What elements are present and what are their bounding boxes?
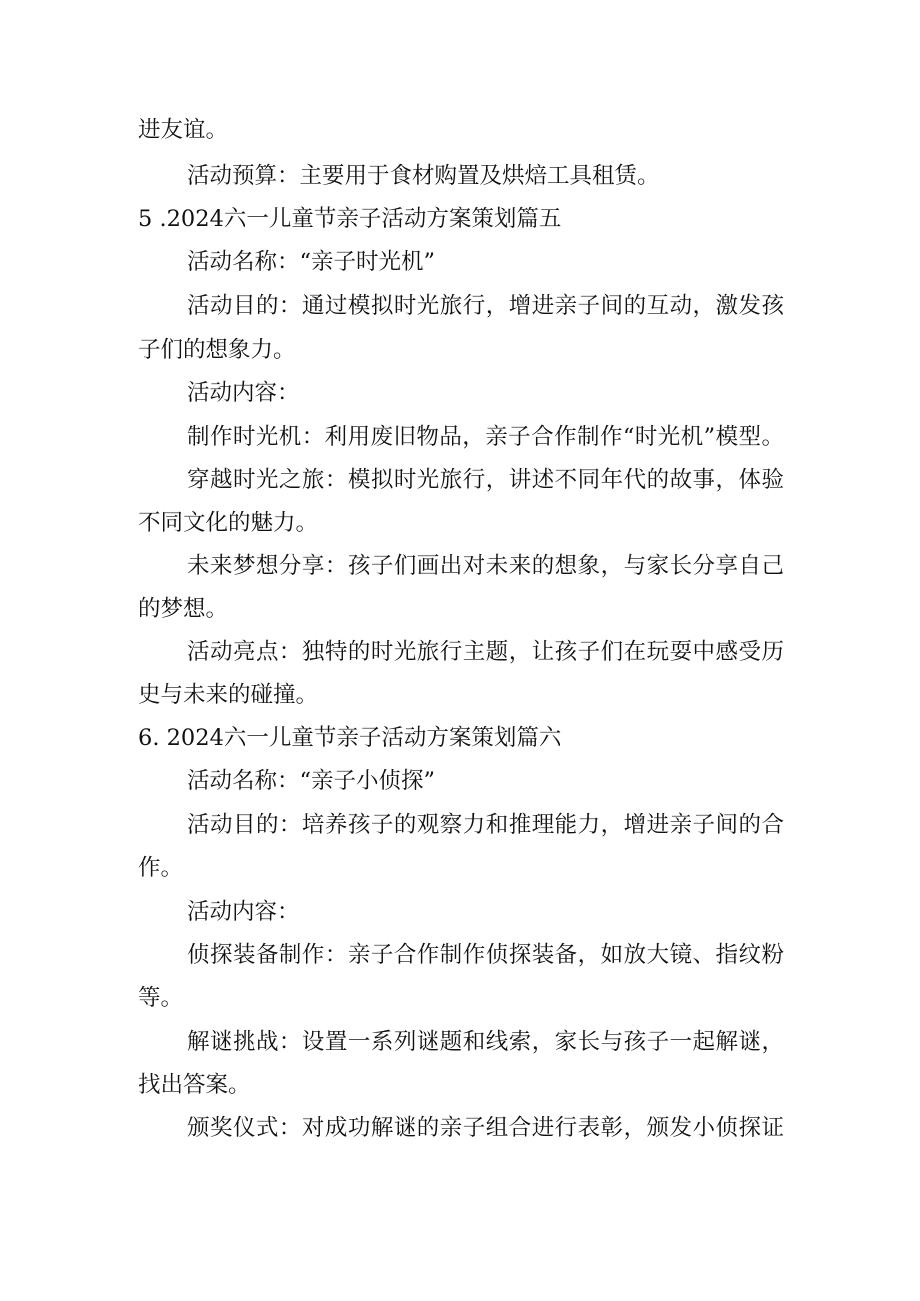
section-heading: 5 .2024六一儿童节亲子活动方案策划篇五 [138, 206, 562, 232]
text-line: 解谜挑战：设置一系列谜题和线索，家长与孩子一起解谜， [187, 1029, 784, 1055]
text-line: 侦探装备制作：亲子合作制作侦探装备，如放大镜、指纹粉 [187, 942, 784, 968]
text-line: 找出答案。 [138, 1072, 251, 1098]
text-line: 作。 [138, 855, 184, 881]
text-line: 颁奖仪式：对成功解谜的亲子组合进行表彰，颁发小侦探证 [187, 1115, 784, 1141]
text-line: 活动名称：“亲子小侦探” [187, 768, 436, 794]
text-line: 活动内容： [187, 380, 300, 406]
text-line: 不同文化的魅力。 [138, 510, 319, 536]
text-line: 活动亮点：独特的时光旅行主题，让孩子们在玩耍中感受历 [187, 639, 784, 665]
text-line: 活动内容： [187, 899, 300, 925]
text-line: 等。 [138, 985, 184, 1011]
text-line: 的梦想。 [138, 596, 229, 622]
text-line: 子们的想象力。 [138, 337, 296, 363]
text-line: 史与未来的碰撞。 [138, 682, 319, 708]
text-line: 穿越时光之旅：模拟时光旅行，讲述不同年代的故事，体验 [187, 467, 784, 493]
text-line: 未来梦想分享：孩子们画出对未来的想象，与家长分享自己 [187, 553, 784, 579]
text-line: 进友谊。 [138, 117, 229, 143]
text-line: 活动目的：培养孩子的观察力和推理能力，增进亲子间的合 [187, 812, 784, 838]
section-heading: 6. 2024六一儿童节亲子活动方案策划篇六 [138, 725, 562, 751]
text-line: 活动目的：通过模拟时光旅行，增进亲子间的互动，激发孩 [187, 293, 784, 319]
text-line: 活动预算：主要用于食材购置及烘焙工具租赁。 [187, 163, 660, 189]
text-line: 制作时光机：利用废旧物品，亲子合作制作“时光机”模型。 [187, 424, 784, 450]
text-line: 活动名称：“亲子时光机” [187, 249, 436, 275]
